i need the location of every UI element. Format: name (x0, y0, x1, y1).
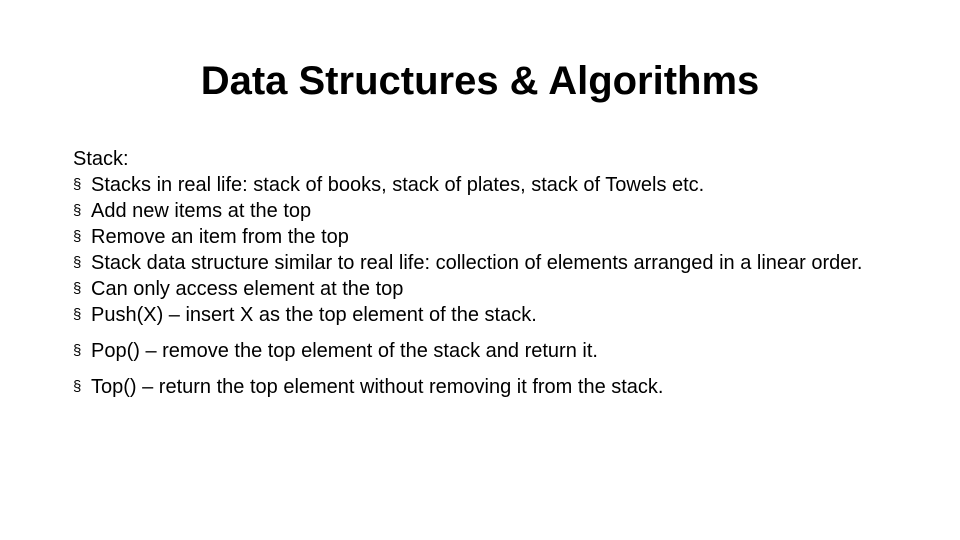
square-bullet-icon: § (73, 254, 82, 271)
bullet-text: Add new items at the top (91, 200, 312, 222)
bullet-item (73, 198, 903, 224)
square-bullet-icon: § (73, 378, 82, 395)
square-bullet-icon: § (73, 306, 82, 323)
bullet-text: Pop() – remove the top element of the stack and return it. (91, 340, 598, 362)
bullet-item (73, 374, 903, 400)
bullet-text: Remove an item from the top (91, 226, 349, 248)
bullet-text: Top() – return the top element without removing it from the stack. (91, 376, 664, 398)
bullet-list (73, 172, 903, 400)
bullet-item (73, 250, 903, 276)
section-heading: Stack: (73, 148, 129, 170)
bullet-item (73, 172, 903, 198)
bullet-item (73, 302, 903, 328)
square-bullet-icon: § (73, 202, 82, 219)
bullet-text: Stacks in real life: stack of books, stack of plates, stack of Towels etc. (91, 174, 705, 196)
bullet-item (73, 224, 903, 250)
bullet-text: Push(X) – insert X as the top element of the stack. (91, 304, 537, 326)
bullet-item (73, 276, 903, 302)
square-bullet-icon: § (73, 228, 82, 245)
bullet-text: Can only access element at the top (91, 278, 404, 300)
slide-title: Data Structures & Algorithms (200, 59, 760, 103)
square-bullet-icon: § (73, 280, 82, 297)
square-bullet-icon: § (73, 176, 82, 193)
square-bullet-icon: § (73, 342, 82, 359)
slide-content (73, 146, 903, 400)
bullet-text: Stack data structure similar to real life: collection of elements arranged in a linear order. (91, 252, 863, 274)
bullet-item (73, 338, 903, 364)
